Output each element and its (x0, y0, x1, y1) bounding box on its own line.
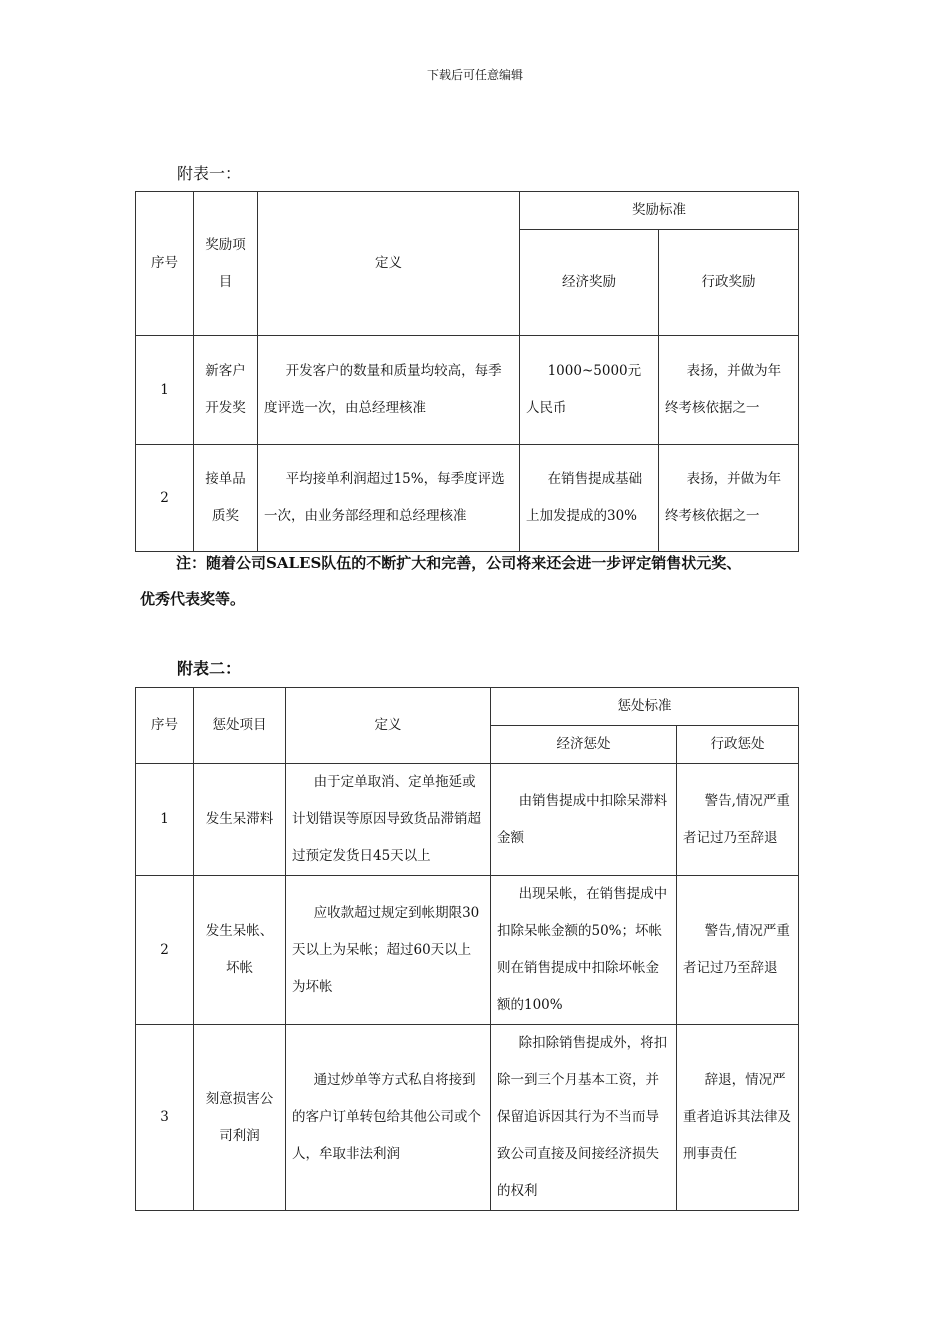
row-item: 发生呆帐、坏帐 (194, 876, 286, 1025)
row-no: 2 (136, 445, 194, 552)
header-no: 序号 (136, 192, 194, 336)
header-item: 惩处项目 (194, 688, 286, 764)
row-economic: 在销售提成基础上加发提成的30% (520, 445, 659, 552)
note-line-2: 优秀代表奖等。 (140, 590, 246, 608)
row-item: 发生呆滞料 (194, 764, 286, 876)
table-row (136, 336, 799, 445)
row-no: 3 (136, 1025, 194, 1211)
row-item: 新客户开发奖 (194, 336, 258, 445)
penalty-table (135, 687, 799, 1211)
row-no: 1 (136, 764, 194, 876)
row-administrative: 表扬，并做为年终考核依据之一 (659, 445, 799, 552)
row-administrative: 警告,情况严重者记过乃至辞退 (677, 876, 799, 1025)
row-definition: 平均接单利润超过15%，每季度评选一次，由业务部经理和总经理核准 (258, 445, 520, 552)
header-item: 奖励项目 (194, 192, 258, 336)
row-definition: 由于定单取消、定单拖延或计划错误等原因导致货品滞销超过预定发货日45天以上 (286, 764, 491, 876)
header-no: 序号 (136, 688, 194, 764)
row-no: 2 (136, 876, 194, 1025)
table2-caption: 附表二： (177, 659, 242, 678)
header-definition: 定义 (286, 688, 491, 764)
page-header: 下载后可任意编辑 (426, 68, 523, 82)
row-administrative: 警告,情况严重者记过乃至辞退 (677, 764, 799, 876)
header-administrative: 行政惩处 (677, 726, 799, 764)
row-definition: 应收款超过规定到帐期限30天以上为呆帐；超过60天以上为坏帐 (286, 876, 491, 1025)
header-definition: 定义 (258, 192, 520, 336)
row-definition: 通过炒单等方式私自将接到的客户订单转包给其他公司或个人，牟取非法利润 (286, 1025, 491, 1211)
row-administrative: 表扬，并做为年终考核依据之一 (659, 336, 799, 445)
row-economic: 出现呆帐，在销售提成中扣除呆帐金额的50%；坏帐则在销售提成中扣除坏帐金额的100% (491, 876, 677, 1025)
note (140, 545, 810, 617)
row-economic: 1000~5000元人民币 (520, 336, 659, 445)
header-administrative: 行政奖励 (659, 230, 799, 336)
header-economic: 经济惩处 (491, 726, 677, 764)
header-standard: 奖励标准 (520, 192, 799, 230)
row-economic: 除扣除销售提成外，将扣除一到三个月基本工资，并保留追诉因其行为不当而导致公司直接及间接经济损失的权利 (491, 1025, 677, 1211)
table1-caption: 附表一： (177, 164, 242, 183)
row-economic: 由销售提成中扣除呆滞料金额 (491, 764, 677, 876)
note-line-1: 注：随着公司SALES队伍的不断扩大和完善，公司将来还会进一步评定销售状元奖、 (176, 554, 742, 572)
row-no: 1 (136, 336, 194, 445)
row-administrative: 辞退，情况严重者追诉其法律及刑事责任 (677, 1025, 799, 1211)
header-standard: 惩处标准 (491, 688, 799, 726)
reward-table (135, 191, 799, 552)
table-row (136, 764, 799, 876)
table-row (136, 445, 799, 552)
row-item: 接单品质奖 (194, 445, 258, 552)
table-row (136, 876, 799, 1025)
row-item: 刻意损害公司利润 (194, 1025, 286, 1211)
row-definition: 开发客户的数量和质量均较高，每季度评选一次，由总经理核准 (258, 336, 520, 445)
table-row (136, 1025, 799, 1211)
header-economic: 经济奖励 (520, 230, 659, 336)
